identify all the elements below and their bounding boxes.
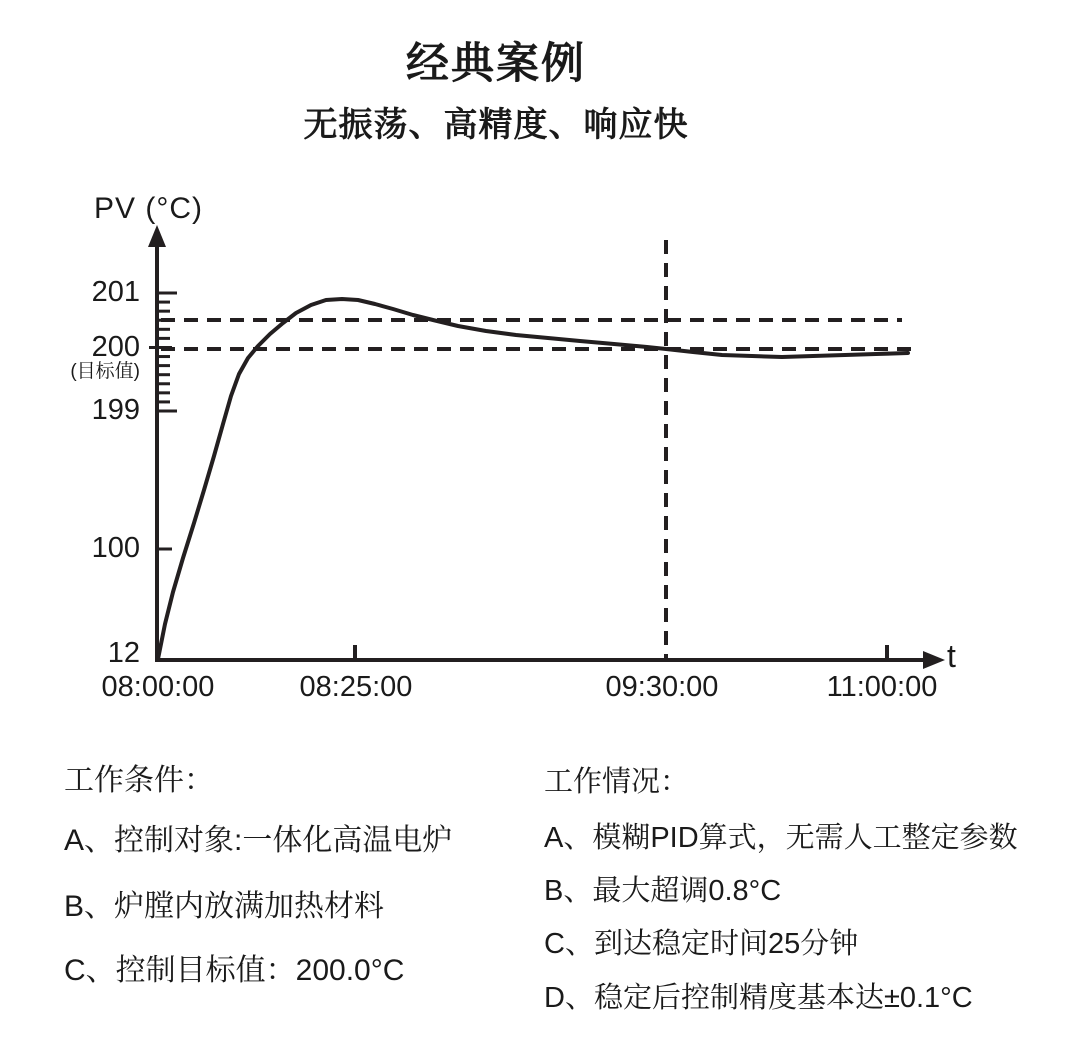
performance-item-c: C、到达稳定时间25分钟 <box>544 928 859 960</box>
x-tick-label-0800: 08:00:00 <box>101 671 215 703</box>
axes <box>148 225 945 669</box>
y-axis-arrow-icon <box>148 225 166 247</box>
performance-item-d: D、稳定后控制精度基本达±0.1°C <box>544 982 973 1014</box>
y-axis-title: PV (°C) <box>94 192 203 225</box>
conditions-item-b: B、炉膛内放满加热材料 <box>64 890 385 923</box>
x-axis-arrow-icon <box>923 651 945 669</box>
x-tick-label-0930: 09:30:00 <box>605 671 719 703</box>
performance-item-b: B、最大超调0.8°C <box>544 875 782 907</box>
x-tick-label-0825: 08:25:00 <box>299 671 413 703</box>
page-title: 经典案例 <box>406 40 586 88</box>
performance-item-a: A、模糊PID算式，无需人工整定参数 <box>544 822 1018 854</box>
y-tick-label-201: 201 <box>91 276 140 308</box>
x-tick-label-1100: 11:00:00 <box>826 671 938 703</box>
dashed-reference-lines <box>161 240 912 658</box>
target-value-note: (目标值) <box>70 361 140 382</box>
page-subtitle: 无振荡、高精度、响应快 <box>303 106 689 144</box>
y-axis-ruler-ticks <box>149 293 177 411</box>
conditions-header: 工作条件： <box>64 764 214 797</box>
y-tick-label-100: 100 <box>91 532 140 564</box>
pv-curve <box>158 299 908 659</box>
y-tick-label-199: 199 <box>91 394 140 426</box>
conditions-item-a: A、控制对象:一体化高温电炉 <box>64 824 453 857</box>
conditions-item-c: C、控制目标值：200.0°C <box>64 954 405 987</box>
y-tick-label-12: 12 <box>107 637 140 669</box>
performance-header: 工作情况： <box>544 766 690 798</box>
y-tick-label-200: 200 <box>91 331 140 363</box>
x-axis-title: t <box>947 638 956 674</box>
